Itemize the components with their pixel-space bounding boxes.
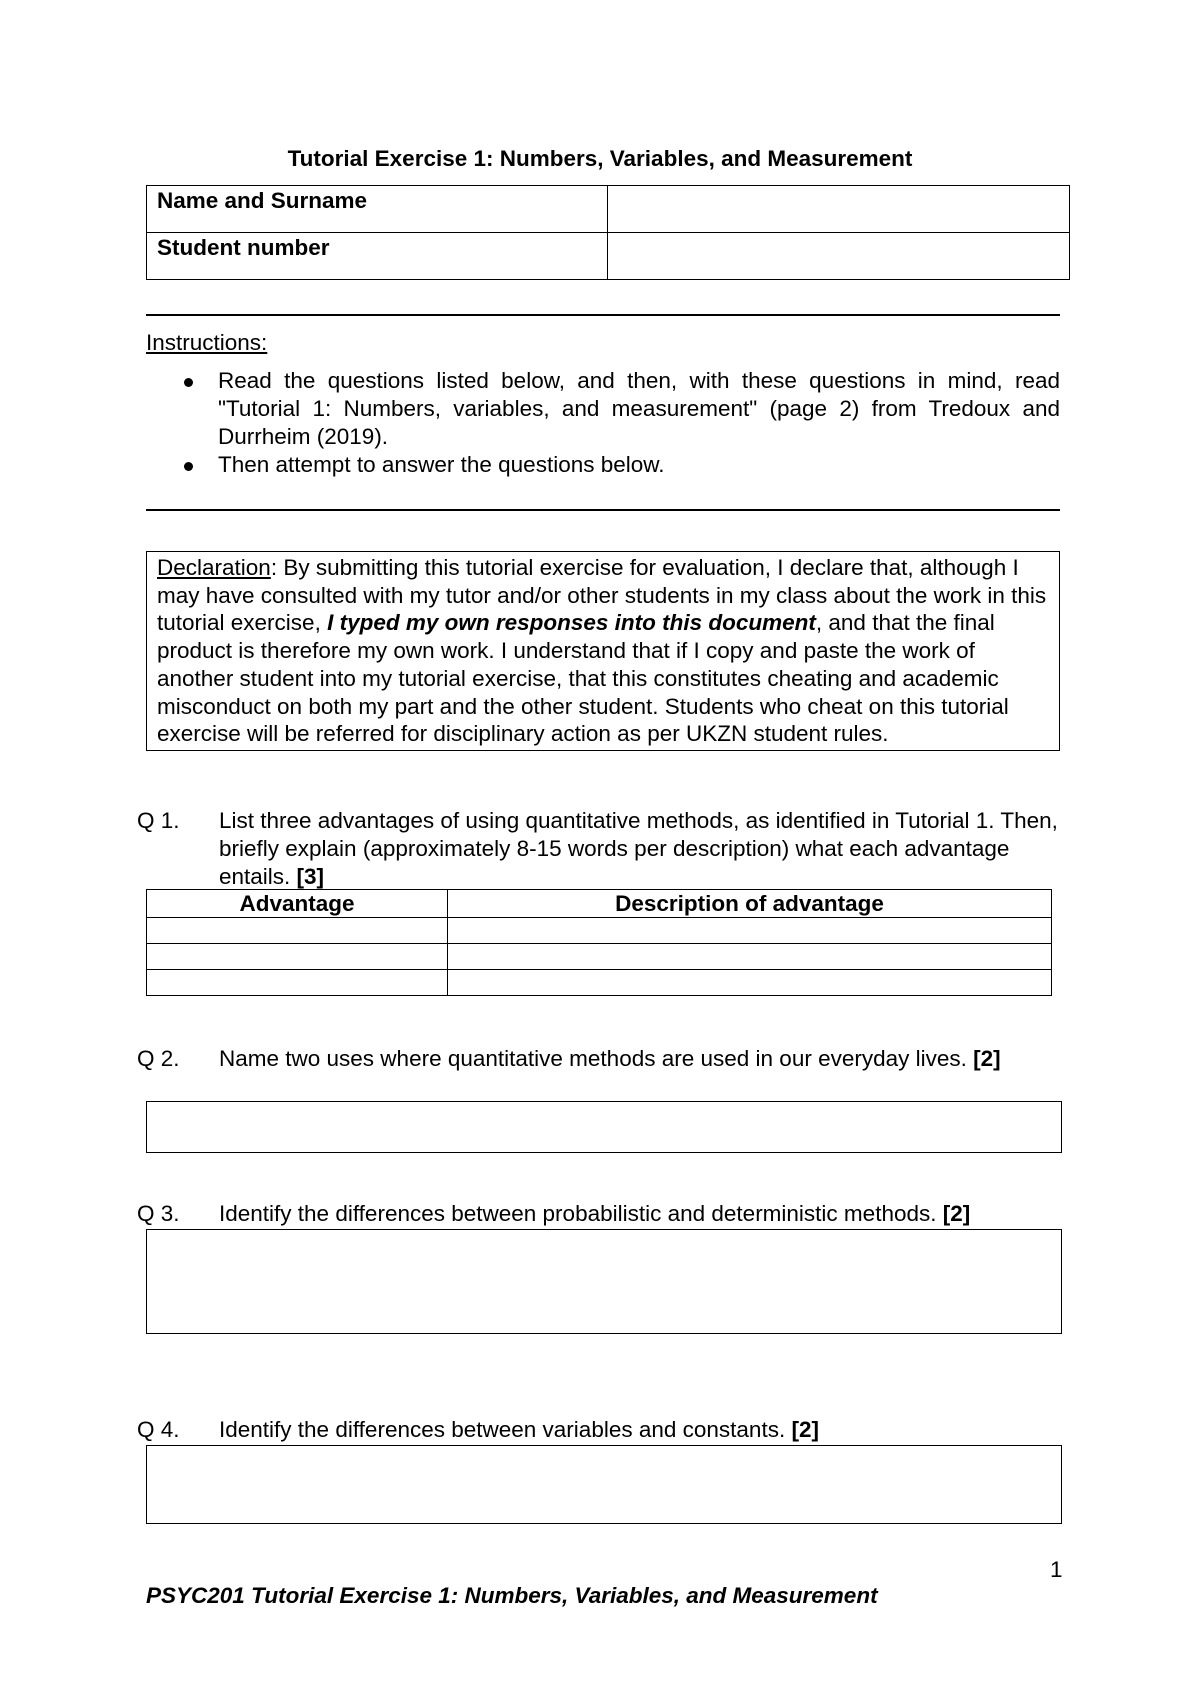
bullet-icon — [184, 462, 193, 471]
question-marks: [2] — [791, 1417, 819, 1442]
description-cell[interactable] — [448, 970, 1052, 996]
table-header-row — [147, 890, 1052, 918]
bullet-icon — [184, 378, 193, 387]
question-text: Identify the differences between variables and constants. — [219, 1417, 792, 1442]
answer-box-q3[interactable] — [146, 1229, 1062, 1334]
list-item — [146, 367, 1060, 451]
divider-top — [146, 314, 1060, 316]
instruction-text: Then attempt to answer the questions below. — [218, 452, 665, 477]
page-title: Tutorial Exercise 1: Numbers, Variables, and Measurement — [287, 146, 913, 171]
student-number-label: Student number — [147, 233, 608, 280]
name-surname-field[interactable] — [608, 186, 1070, 233]
description-column-header: Description of advantage — [448, 890, 1052, 918]
question-number: Q 3. — [137, 1201, 180, 1226]
answer-box-q4[interactable] — [146, 1445, 1062, 1524]
question-marks: [2] — [942, 1201, 971, 1226]
description-cell[interactable] — [448, 944, 1052, 970]
page-footer: PSYC201 Tutorial Exercise 1: Numbers, Variables, and Measurement — [146, 1583, 878, 1608]
table-row — [147, 970, 1052, 996]
declaration-emphasis: I typed my own responses into this document — [327, 610, 816, 636]
question-number: Q 2. — [137, 1046, 180, 1071]
question-text: Identify the differences between probabilistic and deterministic methods. — [219, 1201, 943, 1226]
declaration-label: Declaration — [157, 555, 271, 580]
instruction-text: Read the questions listed below, and then, with these questions in mind, read "Tutorial 1: Numbers, variables, and measurement" (page 2) from Tredoux and Durrheim (2019). — [218, 368, 1060, 449]
question-marks: [3] — [296, 864, 325, 889]
advantage-cell[interactable] — [147, 944, 448, 970]
declaration-text-2: , and that the final product is therefore my own work. I understand that if I copy and paste the work of another student into my tutorial exercise, that this constitutes cheating and academic misconduct on both my part and the other student. Students who cheat on this tutorial exercise will be referred for disciplinary action as per UKZN student rules. — [157, 610, 1009, 747]
page-number: 1 — [1050, 1557, 1063, 1582]
table-row — [147, 944, 1052, 970]
question-text: Name two uses where quantitative methods are used in our everyday lives. — [219, 1046, 974, 1071]
declaration-box — [146, 551, 1060, 751]
question-marks: [2] — [973, 1046, 1001, 1071]
question-3 — [137, 1200, 1077, 1228]
name-surname-label: Name and Surname — [147, 186, 608, 233]
list-item — [146, 451, 1060, 479]
question-4 — [137, 1416, 1077, 1444]
table-row — [147, 918, 1052, 944]
advantage-column-header: Advantage — [147, 890, 448, 918]
question-1 — [137, 807, 1077, 891]
answer-box-q2[interactable] — [146, 1101, 1062, 1153]
instructions-list — [146, 367, 1060, 479]
student-number-field[interactable] — [608, 233, 1070, 280]
advantage-cell[interactable] — [147, 970, 448, 996]
instructions-label: Instructions: — [146, 330, 268, 355]
question-number: Q 1. — [137, 808, 180, 833]
table-row — [147, 233, 1070, 280]
student-details-table — [146, 185, 1070, 280]
declaration-text-1: : By submitting this tutorial exercise for evaluation, I declare that, although I may have consulted with my tutor and/or other students in my class about the work in this tutorial exercise, — [157, 555, 1047, 636]
divider-bottom — [146, 509, 1060, 511]
question-2 — [137, 1045, 1077, 1073]
advantage-cell[interactable] — [147, 918, 448, 944]
question-number: Q 4. — [137, 1417, 180, 1442]
advantages-table — [146, 889, 1052, 996]
description-cell[interactable] — [448, 918, 1052, 944]
question-text: List three advantages of using quantitative methods, as identified in Tutorial 1. Then, briefly explain (approximately 8-15 words per description) what each advantage entails. — [219, 808, 1058, 889]
table-row — [147, 186, 1070, 233]
